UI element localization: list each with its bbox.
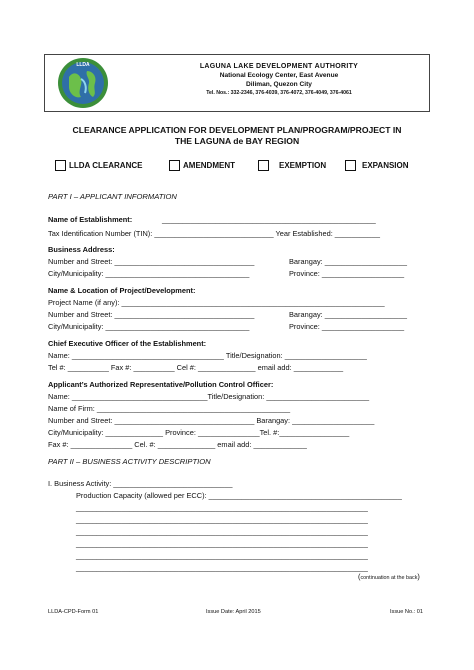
form-header <box>44 54 430 112</box>
continuation-text: continuation at the back <box>360 575 418 581</box>
form-title-line-2: THE LAGUNA de BAY REGION <box>174 136 300 146</box>
description-line[interactable]: _______________________________________________________________________ <box>76 527 368 536</box>
organization-block <box>131 62 427 98</box>
checkbox-label: EXPANSION <box>362 160 409 170</box>
llda-logo-icon <box>57 57 109 109</box>
tin-year-field[interactable]: Tax Identification Number (TIN): _____________________________ Year Established: ___________ <box>48 229 381 238</box>
checkbox-box[interactable] <box>169 160 180 171</box>
checkbox-expansion[interactable] <box>345 158 409 172</box>
checkbox-llda-clearance[interactable] <box>55 158 142 172</box>
project-city-field[interactable]: City/Municipality: ___________________________________ <box>48 322 250 331</box>
part-1-heading: PART I – APPLICANT INFORMATION <box>48 192 177 201</box>
part-2-heading: PART II – BUSINESS ACTIVITY DESCRIPTION <box>48 457 211 466</box>
form-title <box>44 125 430 147</box>
organization-name: LAGUNA LAKE DEVELOPMENT AUTHORITY <box>199 63 359 70</box>
firm-name-field[interactable]: Name of Firm: _______________________________________________ <box>48 404 291 413</box>
checkbox-exemption[interactable] <box>258 158 326 172</box>
checkbox-label: LLDA CLEARANCE <box>69 160 143 170</box>
project-name-field[interactable]: Project Name (if any): ________________________________________________________________ <box>48 298 385 307</box>
project-location-label: Name & Location of Project/Development: <box>48 286 196 295</box>
business-address-label: Business Address: <box>48 245 115 254</box>
ceo-name-field[interactable]: Name: _____________________________________ Title/Designation: ____________________ <box>48 351 367 360</box>
form-title-line-1: CLEARANCE APPLICATION FOR DEVELOPMENT PLAN/PROGRAM/PROJECT IN <box>72 125 402 135</box>
description-line[interactable]: _______________________________________________________________________ <box>76 539 368 548</box>
ceo-contact-field[interactable]: Tel #: __________ Fax #: __________ Cel #: ______________ email add: ____________ <box>48 363 344 372</box>
footer-issue-date: Issue Date: April 2015 <box>206 609 261 615</box>
description-line[interactable]: _______________________________________________________________________ <box>76 563 368 572</box>
checkbox-box[interactable] <box>258 160 269 171</box>
ceo-label: Chief Executive Officer of the Establishment: <box>48 339 207 348</box>
representative-street-field[interactable]: Number and Street: __________________________________ Barangay: ____________________ <box>48 416 375 425</box>
organization-address-2: Diliman, Quezon City <box>246 81 312 88</box>
representative-fax-field[interactable]: Fax #: _______________ Cel. #: ______________ email add: _____________ <box>48 440 307 449</box>
business-barangay-field[interactable]: Barangay: ____________________ <box>289 257 407 266</box>
project-province-field[interactable]: Province: ____________________ <box>289 322 405 331</box>
checkbox-amendment[interactable] <box>169 158 235 172</box>
business-province-field[interactable]: Province: ____________________ <box>289 269 405 278</box>
continuation-note: (continuation at the back) <box>358 572 420 581</box>
description-line[interactable]: _______________________________________________________________________ <box>76 515 368 524</box>
representative-label: Applicant’s Authorized Representative/Pollution Control Officer: <box>48 380 274 389</box>
representative-name-field[interactable]: Name: _________________________________Title/Designation: _________________________ <box>48 392 370 401</box>
organization-telephone: Tel. Nos.: 332-2346, 376-4039, 376-4072, 376-4049, 376-4061 <box>206 90 352 96</box>
checkbox-box[interactable] <box>55 160 66 171</box>
footer-issue-number: Issue No.: 01 <box>390 609 423 615</box>
production-capacity-field[interactable]: Production Capacity (allowed per ECC): _______________________________________________ <box>76 491 402 500</box>
business-activity-field[interactable]: I. Business Activity: _____________________________ <box>48 479 233 488</box>
project-barangay-field[interactable]: Barangay: ____________________ <box>289 310 407 319</box>
establishment-name-label: Name of Establishment: <box>48 215 133 224</box>
project-street-field[interactable]: Number and Street: __________________________________ <box>48 310 255 319</box>
checkbox-box[interactable] <box>345 160 356 171</box>
business-city-field[interactable]: City/Municipality: ___________________________________ <box>48 269 250 278</box>
establishment-name-field[interactable]: ____________________________________________________ <box>162 215 376 224</box>
description-line[interactable]: _______________________________________________________________________ <box>76 503 368 512</box>
svg-text:LLDA: LLDA <box>76 62 90 68</box>
description-line[interactable]: _______________________________________________________________________ <box>76 551 368 560</box>
checkbox-label: AMENDMENT <box>183 160 235 170</box>
footer-form-number: LLDA-CPD-Form 01 <box>48 609 99 615</box>
organization-address-1: National Ecology Center, East Avenue <box>219 72 339 79</box>
business-street-field[interactable]: Number and Street: __________________________________ <box>48 257 255 266</box>
representative-city-field[interactable]: City/Municipality: ______________ Province: _______________Tel. #:_________________ <box>48 428 350 437</box>
checkbox-label: EXEMPTION <box>279 160 327 170</box>
